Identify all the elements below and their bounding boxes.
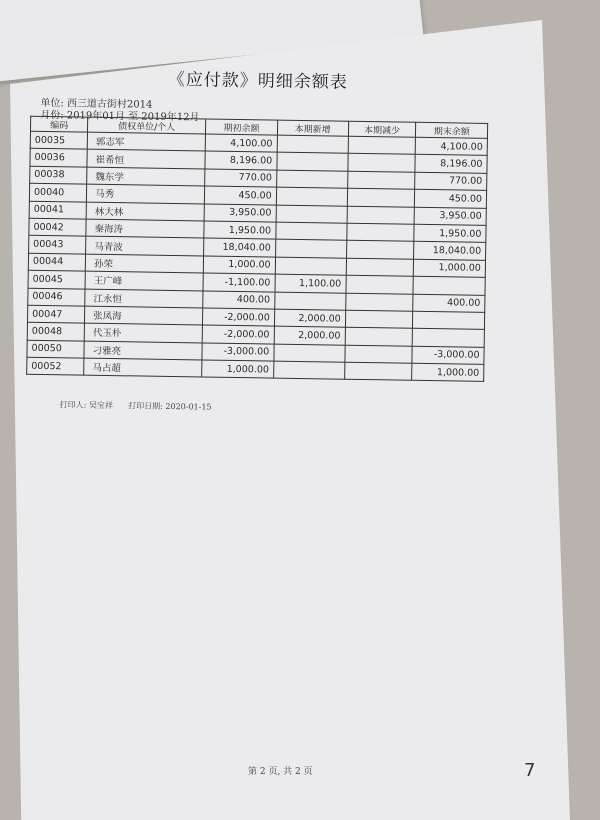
cell-code: 00047 [27,305,84,323]
cell-name: 江永恒 [85,289,203,308]
cell-code: 00044 [28,253,85,271]
cell-closing: 4,100.00 [416,137,488,156]
ledger-table [26,116,488,383]
cell-reduced [346,241,414,259]
unit-line: 单位: 西三道古街村2014 [40,97,153,111]
cell-reduced [346,275,414,293]
cell-closing [413,276,485,295]
cell-code: 00036 [30,149,87,167]
print-date: 打印日期: 2020-01-15 [128,401,212,412]
cell-name: 秦海涛 [86,219,204,238]
cell-name: 郭志军 [87,132,205,151]
cell-added [273,361,344,380]
cell-name: 王广峰 [85,271,203,290]
cell-name: 代玉朴 [84,323,202,342]
cell-closing: 1,950.00 [414,224,486,243]
cell-opening: 1,950.00 [204,221,276,240]
header-code: 编码 [30,116,87,132]
cell-code: 00045 [28,270,85,288]
cell-code: 00046 [28,288,85,306]
cell-opening: 450.00 [205,186,277,205]
cell-added: 2,000.00 [274,326,345,345]
handwritten-number: 7 [524,760,536,781]
cell-added [276,222,347,241]
cell-code: 00040 [29,183,86,201]
cell-name: 马秀 [87,184,205,203]
cell-reduced [346,258,414,276]
cell-name: 刁雅亮 [84,341,202,360]
cell-opening: -2,000.00 [203,308,275,327]
header-closing: 期末余额 [416,122,488,138]
table-body [27,131,488,382]
cell-added [276,187,347,206]
cell-opening: 1,000.00 [202,360,274,379]
cell-opening: 18,040.00 [204,238,276,257]
cell-opening: -3,000.00 [202,343,274,362]
cell-opening: 770.00 [205,169,277,188]
cell-reduced [345,345,413,363]
cell-closing: 1,000.00 [414,259,486,278]
cell-closing: 8,196.00 [415,155,487,174]
cell-opening: 3,950.00 [204,204,276,223]
cell-reduced [345,328,413,346]
cell-added [274,292,345,311]
cell-name: 马占超 [84,358,202,377]
cell-closing: 18,040.00 [414,242,486,261]
cell-name: 魏东学 [87,167,205,186]
cell-code: 00042 [29,218,86,236]
cell-reduced [347,188,415,206]
cell-closing [413,329,485,348]
cell-added [275,257,346,276]
cell-closing: 3,950.00 [415,207,487,226]
cell-added [275,239,346,258]
header-added: 本期新增 [277,120,348,136]
cell-reduced [345,293,413,311]
cell-code: 00041 [29,201,86,219]
cell-reduced [345,310,413,328]
header-opening: 期初余额 [206,119,278,135]
cell-added [276,205,347,224]
cell-reduced [344,362,412,380]
cell-code: 00052 [27,357,84,375]
cell-opening: 8,196.00 [205,151,277,170]
cell-reduced [348,154,416,172]
cell-added: 2,000.00 [274,309,345,328]
cell-name: 张凤海 [85,306,203,325]
print-info [60,399,212,412]
cell-name: 崔希恒 [87,150,205,169]
header-reduced: 本期减少 [348,121,416,137]
cell-added [276,170,347,189]
cell-opening: 1,000.00 [203,256,275,275]
cell-closing: 1,000.00 [412,363,484,382]
cell-code: 00048 [27,323,84,341]
cell-reduced [347,171,415,189]
header-name: 债权单位/个人 [88,117,206,134]
cell-reduced [348,136,416,154]
cell-added [277,135,348,154]
cell-code: 00035 [30,131,87,149]
cell-opening: 400.00 [203,290,275,309]
cell-name: 马青波 [86,236,204,255]
cell-name: 孙荣 [85,254,203,273]
cell-closing: -3,000.00 [412,346,484,365]
cell-closing: 400.00 [413,294,485,313]
cell-code: 00038 [30,166,87,184]
cell-opening: -1,100.00 [203,273,275,292]
cell-code: 00043 [29,236,86,254]
cell-added: 1,100.00 [275,274,346,293]
cell-reduced [346,223,414,241]
cell-closing: 450.00 [415,189,487,208]
document-title: 《应付款》明细余额表 [167,69,348,93]
page-number: 第 2 页, 共 2 页 [248,767,313,777]
cell-opening: 4,100.00 [205,134,277,153]
cell-added [274,344,345,363]
cell-closing: 770.00 [415,172,487,191]
cell-closing [413,311,485,330]
period-line: 月份: 2019年01月 至 2019年12月 [40,109,200,124]
cell-name: 林大林 [86,202,204,221]
cell-code: 00050 [27,340,84,358]
cell-reduced [347,206,415,224]
cell-added [277,153,348,172]
printer-name: 打印人: 吴宝祥 [59,400,114,411]
cell-opening: -2,000.00 [202,325,274,344]
